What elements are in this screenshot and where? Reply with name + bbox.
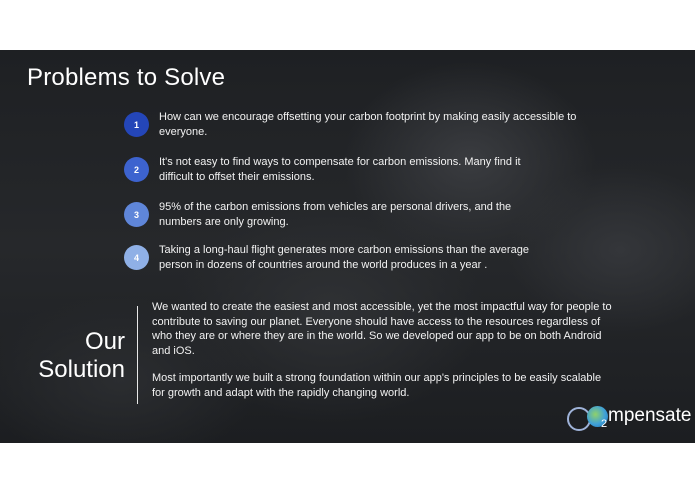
solution-heading [38,328,125,384]
logo-wordmark: mpensate [608,405,692,426]
slide [0,50,695,443]
logo-subscript: 2 [601,418,608,430]
number-badge: 1 [124,112,149,137]
solution-heading-line2: Solution [38,356,125,383]
problem-text: It's not easy to find ways to compensate for carbon emissions. Many find it difficult to offset their emissions. [159,156,521,183]
number-badge: 4 [124,245,149,270]
problem-item [124,202,594,232]
problem-item [124,245,594,275]
problem-text: How can we encourage offsetting your carbon footprint by making easily accessible to everyone. [159,111,577,138]
problem-text: Taking a long-haul flight generates more carbon emissions than the average person in dozens of countries around the world produces in a year . [159,244,529,271]
co2mpensate-logo [567,404,692,434]
solution-paragraph: We wanted to create the easiest and most accessible, yet the most impactful way for people to contribute to saving our planet. Everyone should have access to the resources regardless of who they are or where they are in the world. So we developed our app to be on both Android and iOS. [152,301,612,357]
solution-heading-line1: Our [84,328,125,355]
solution-text [152,300,612,400]
slide-title: Problems to Solve [27,64,226,91]
problem-text: 95% of the carbon emissions from vehicles are personal drivers, and the numbers are only growing. [159,201,512,228]
solution-paragraph: Most importantly we built a strong foundation within our app's principles to be easily scalable for growth and adapt with the rapidly changing world. [152,372,602,399]
problem-item [124,112,594,142]
number-badge: 2 [124,157,149,182]
problem-item [124,157,594,187]
vertical-divider [137,306,138,404]
number-badge: 3 [124,202,149,227]
